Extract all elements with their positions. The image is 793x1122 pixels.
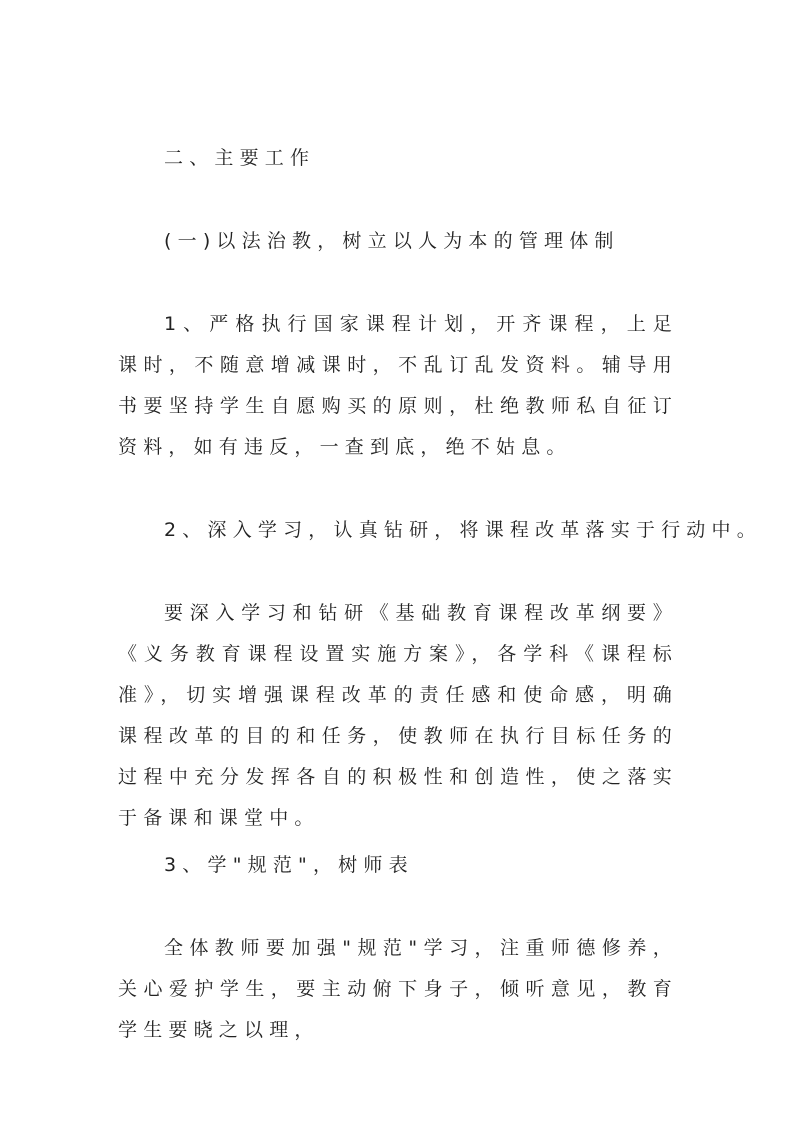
item-3-heading: 3、学"规范"，树师表: [164, 854, 414, 876]
item-2-body: 要深入学习和钻研《基础教育课程改革纲要》《义务教育课程设置实施方案》，各学科《课程标准》，切实增强课程改革的责任感和使命感，明确课程改革的目的和任务，使教师在执行目标任务的过程中充分发挥各自的积极性和创造性，使之落实于备课和课堂中。: [118, 602, 678, 829]
subsection-heading: (一)以法治教，树立以人为本的管理体制: [164, 230, 620, 252]
item-1-paragraph: 1、严格执行国家课程计划，开齐课程，上足课时，不随意增减课时，不乱订乱发资料。辅导用书要坚持学生自愿购买的原则，杜绝教师私自征订资料，如有违反，一查到底，绝不姑息。: [118, 313, 678, 458]
item-2-heading: 2、深入学习，认真钻研，将课程改革落实于行动中。: [164, 519, 762, 541]
item-3-body: 全体教师要加强"规范"学习，注重师德修养，关心爱护学生，要主动俯下身子，倾听意见，教育学生要晓之以理，: [118, 937, 678, 1041]
section-heading: 二、主要工作: [164, 147, 316, 169]
